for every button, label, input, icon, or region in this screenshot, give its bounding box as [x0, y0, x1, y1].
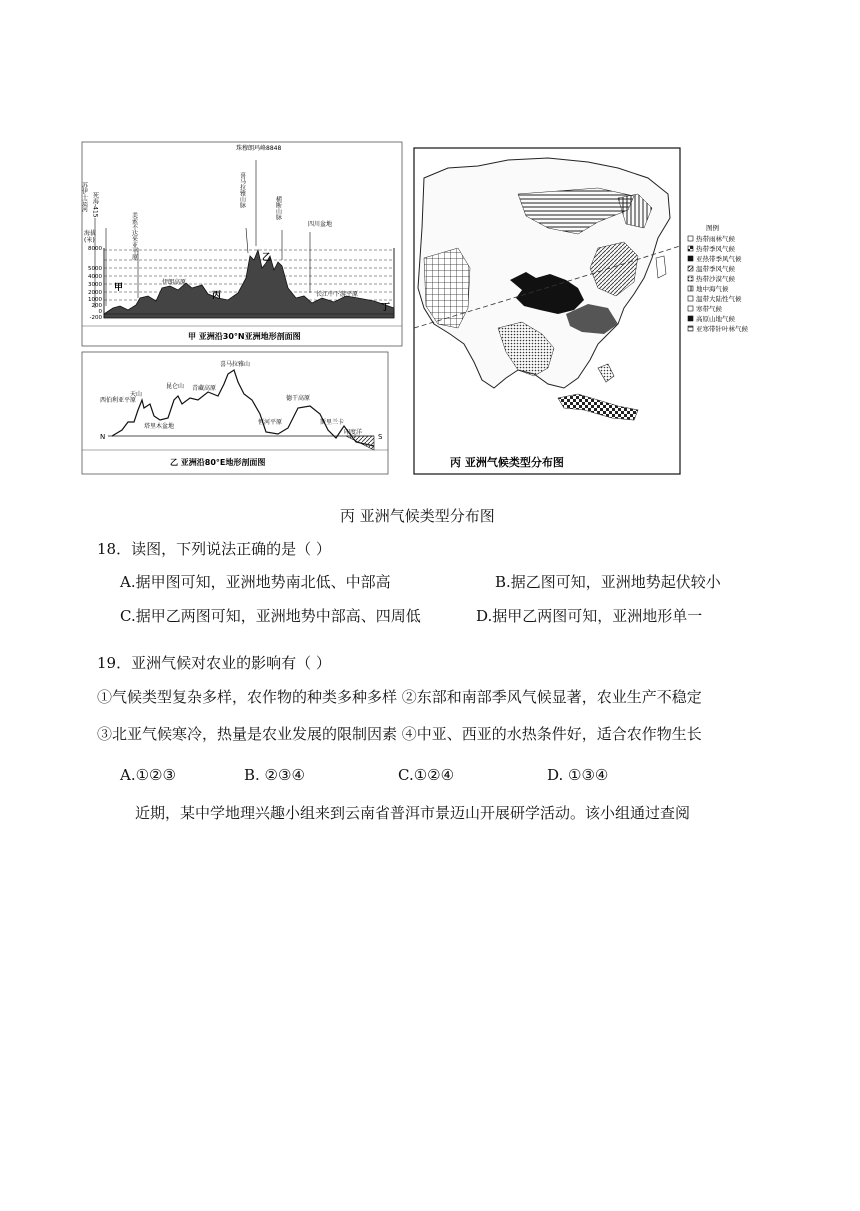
legend-item: 寒带气候	[696, 305, 722, 313]
yi-caption: 乙 亚洲沿80°E地形剖面图	[170, 458, 266, 467]
legend-item: 热带沙漠气候	[696, 275, 735, 283]
label-suez: 苏伊士运河	[80, 182, 88, 212]
legend-item: 温带大陆性气候	[696, 295, 742, 303]
label-tarim: 塔里木盆地	[144, 423, 175, 430]
q18-stem: 18．读图，下列说法正确的是（ ）	[97, 540, 331, 558]
jia-ytick: -200	[89, 315, 102, 321]
jia-ytick: 5000	[88, 266, 102, 272]
passage-text: 近期，某中学地理兴趣小组来到云南省普洱市景迈山开展研学活动。该小组通过查阅	[135, 804, 691, 822]
marker-jia: 甲	[114, 283, 124, 293]
legend-item: 高原山地气候	[696, 315, 735, 323]
q19-statement-1: ①气候类型复杂多样，农作物的种类多种多样 ②东部和南部季风气候显著，农业生产不稳定	[97, 688, 702, 706]
jia-ytick: 2000	[88, 290, 102, 296]
yi-north: N	[100, 433, 106, 441]
label-hengduan: 横断山脉	[274, 196, 282, 220]
label-dead-sea: 死海-415	[91, 192, 99, 218]
jia-ytick: 3000	[88, 282, 102, 288]
label-tianshan: 天山	[130, 391, 143, 398]
jia-ytick: 0	[98, 309, 102, 315]
label-ganges: 恒河平原	[258, 419, 283, 426]
label-deccan: 德干高原	[286, 395, 311, 402]
profile-jia	[81, 142, 403, 346]
marker-ding: 丁	[381, 303, 391, 313]
q19-statement-2: ③北亚气候寒冷，热量是农业发展的限制因素 ④中亚、西亚的水热条件好，适合农作物生长	[97, 725, 702, 743]
figure-caption: 丙 亚洲气候类型分布图	[340, 507, 495, 525]
q19-option-d: D. ①③④	[547, 766, 609, 784]
label-yangtze: 长江中下游平原	[316, 291, 359, 298]
label-iran: 伊朗高原	[162, 279, 187, 286]
figure-panel	[78, 138, 804, 478]
map-bing	[414, 148, 680, 474]
q19-option-b: B. ②③④	[244, 766, 305, 784]
q18-option-b: B.据乙图可知，亚洲地势起伏较小	[495, 573, 721, 591]
jia-ytick: 200	[91, 303, 102, 309]
label-west-siberia: 西伯利亚平原	[100, 397, 137, 404]
legend-item: 地中海气候	[696, 285, 729, 293]
legend-item: 亚寒带针叶林气候	[696, 325, 748, 333]
label-srilanka: 斯里兰卡	[320, 419, 345, 426]
label-himalaya-yi: 喜马拉雅山	[220, 361, 251, 368]
q18-option-c: C.据甲乙两图可知，亚洲地势中部高、四周低	[120, 607, 421, 625]
legend-item: 热带雨林气候	[696, 235, 735, 243]
q19-option-a: A.①②③	[120, 766, 176, 784]
label-everest: 珠穆朗玛峰8848	[236, 145, 282, 152]
jia-yaxis-unit: (米)	[84, 237, 95, 244]
jia-ytick: 4000	[88, 274, 102, 280]
yi-south: S	[378, 433, 383, 441]
marker-bing: 丙	[212, 291, 222, 301]
marker-yi: 乙	[262, 253, 272, 263]
jia-yaxis-title: 海拔	[84, 230, 97, 237]
legend-item: 温带季风气候	[696, 265, 735, 273]
label-indian-ocean: 印度洋	[344, 429, 363, 436]
label-kunlun: 昆仑山	[166, 383, 185, 390]
q18-option-a: A.据甲图可知，亚洲地势南北低、中部高	[120, 573, 391, 591]
label-mesopotamia: 美索不达米亚平原	[130, 212, 138, 260]
profile-yi	[82, 352, 388, 474]
label-himalaya: 喜马拉雅山脉	[238, 172, 246, 208]
q19-option-c: C.①②④	[398, 766, 455, 784]
label-sichuan: 四川盆地	[308, 221, 333, 228]
jia-ytick: 8000	[88, 246, 102, 252]
jia-ytick: 1000	[88, 297, 102, 303]
legend-title: 图例	[706, 224, 719, 232]
q19-stem: 19．亚洲气候对农业的影响有（ ）	[97, 654, 331, 672]
label-tibet: 青藏高原	[192, 385, 217, 392]
jia-caption: 甲 亚洲沿30°N亚洲地形剖面图	[188, 332, 301, 341]
legend-item: 亚热带季风气候	[696, 255, 742, 263]
q18-option-d: D.据甲乙两图可知，亚洲地形单一	[476, 607, 703, 625]
map-caption: 丙 亚洲气候类型分布图	[450, 456, 564, 469]
legend-item: 热带季风气候	[696, 245, 735, 253]
map-legend	[688, 223, 749, 333]
